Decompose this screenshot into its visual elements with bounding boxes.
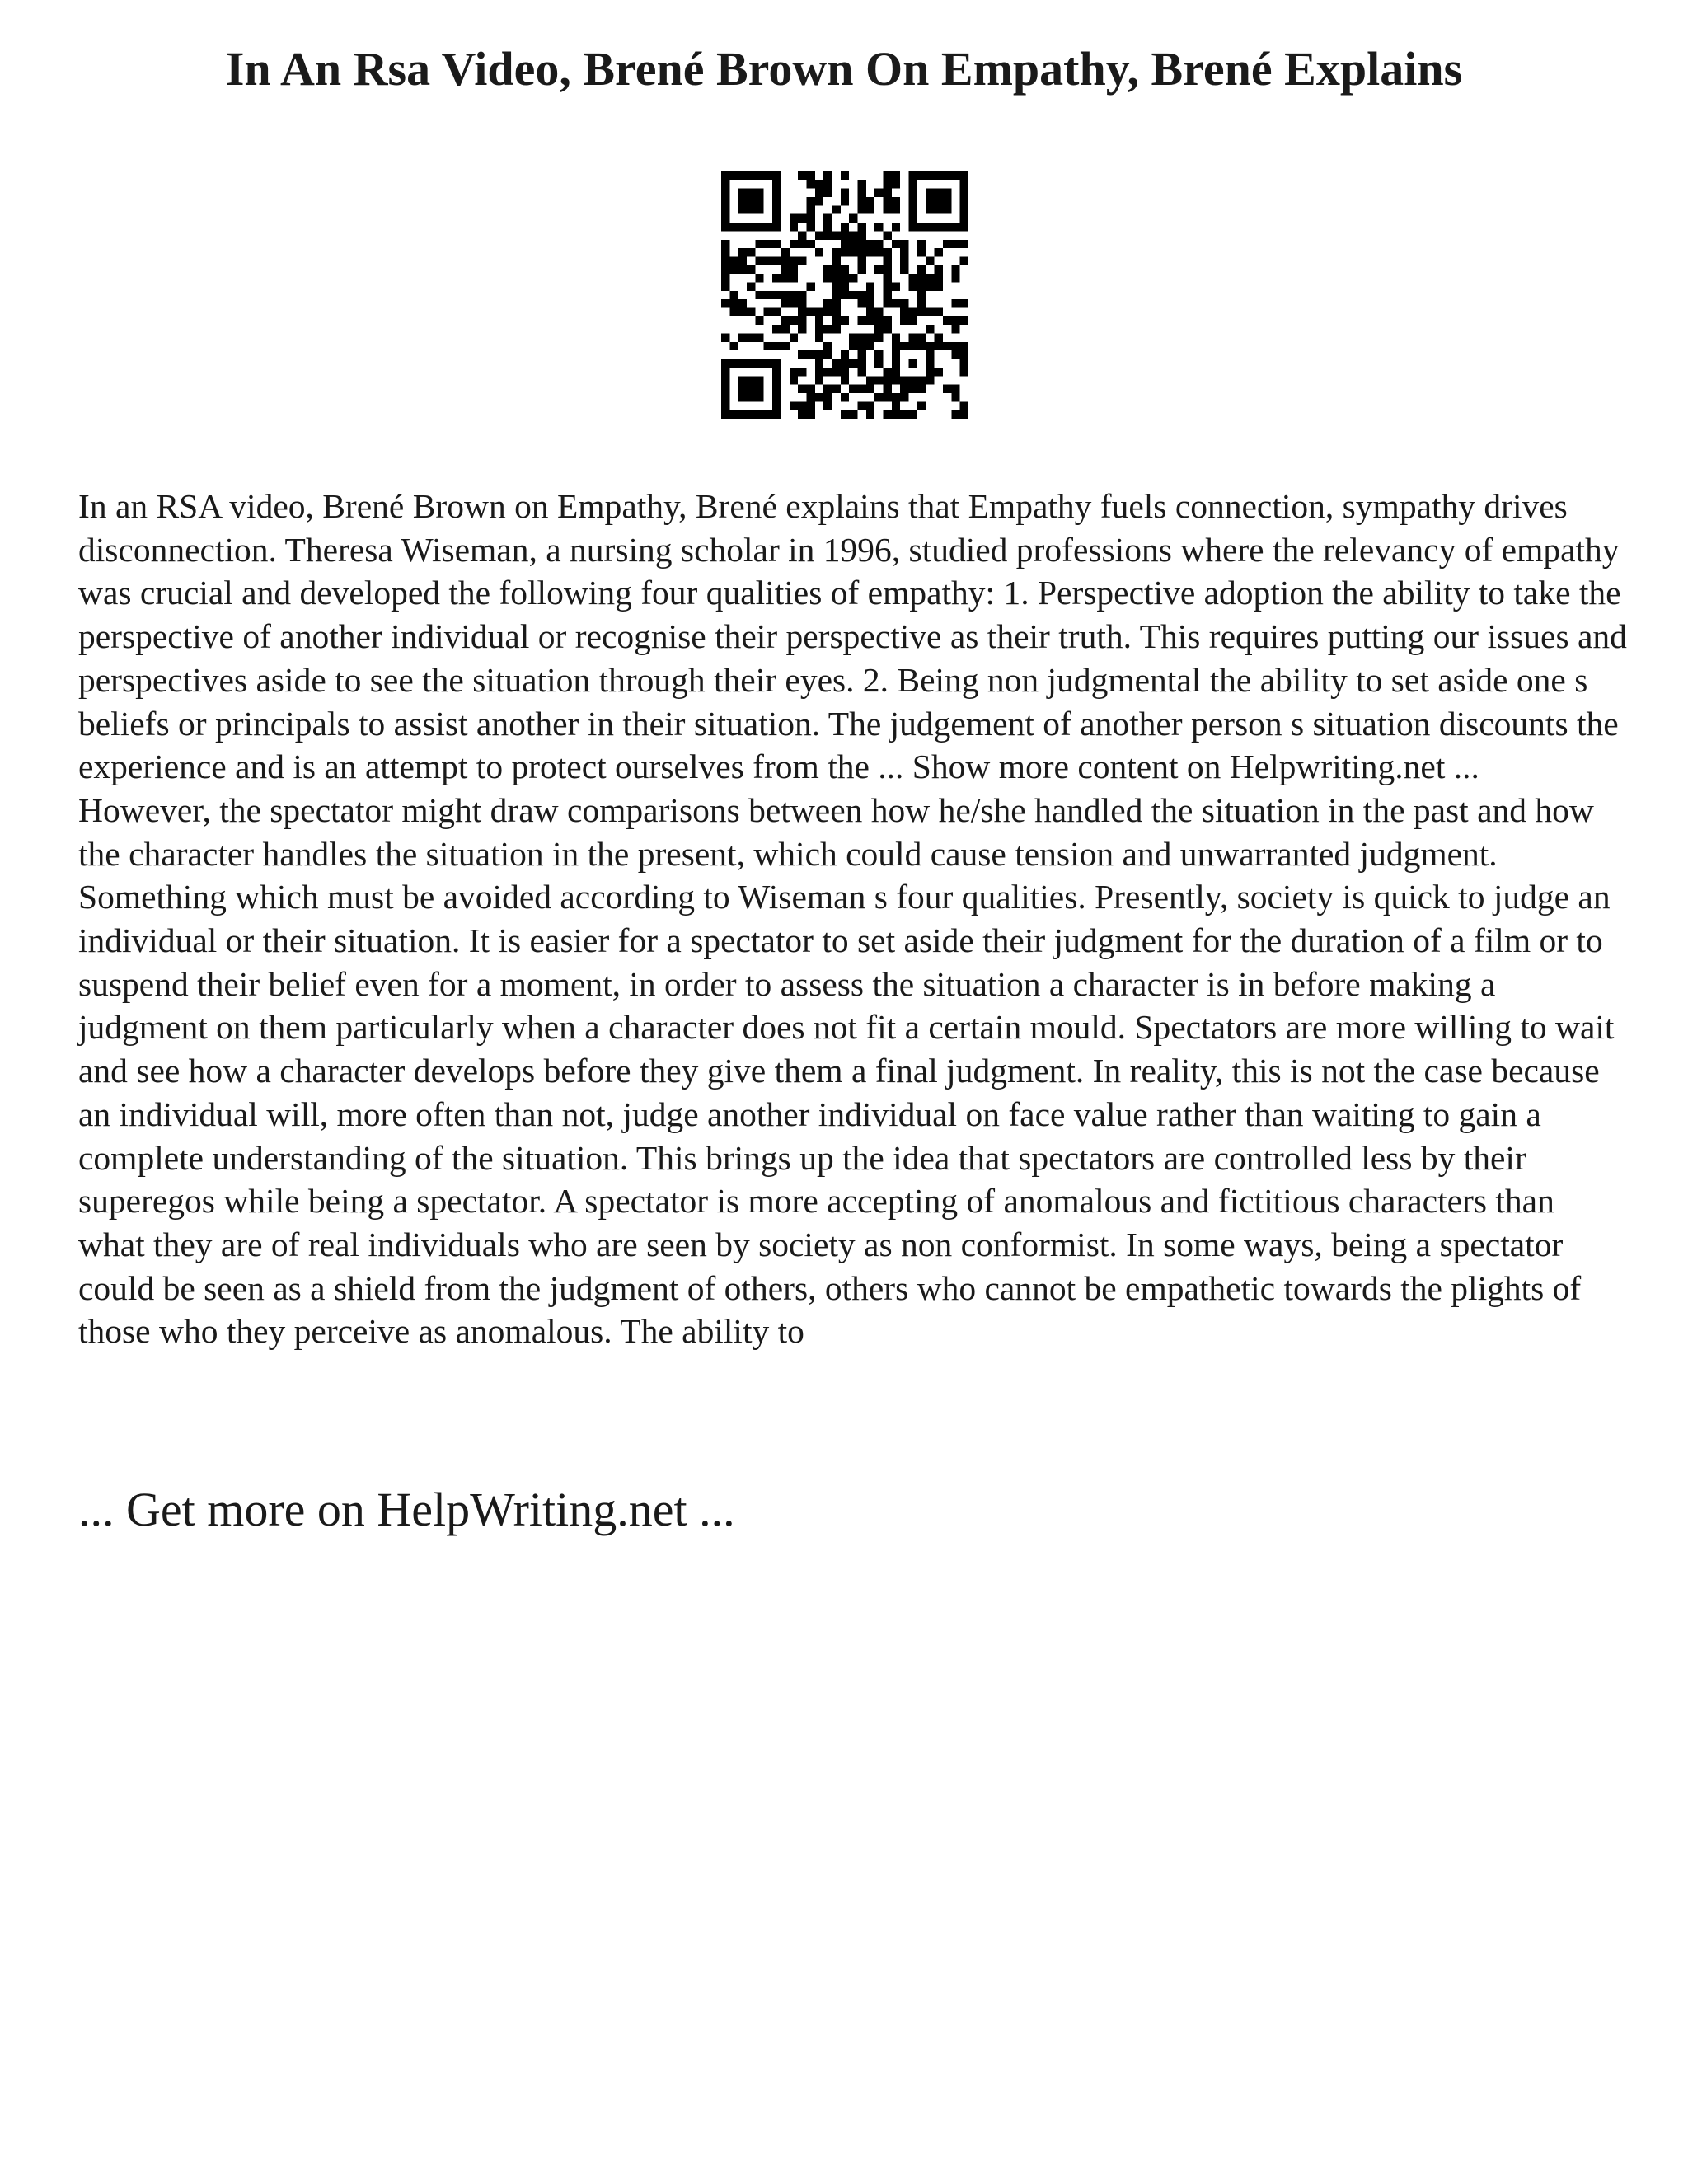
- qr-code-icon[interactable]: [721, 171, 968, 419]
- qr-code-graphic: [721, 171, 968, 419]
- document-title: In An Rsa Video, Brené Brown On Empathy, Brené Explains: [225, 42, 1463, 96]
- get-more-link[interactable]: ... Get more on HelpWriting.net ...: [78, 1483, 735, 1536]
- body-paragraph-2: However, the spectator might draw comparisons between how he/she handled the situation in the past and how the character handles the situation in the present, which could cause tension and unwarranted judgment. Something which must be avoided according to Wiseman s four qualities. Presently, society is quick to judge an individual or their situation. It is easier for a spectator to set aside their judgment for the duration of a film or to suspend their belief even for a moment, in order to assess the situation a character is in before making a judgment on them particularly when a character does not fit a certain mould. Spectators are more willing to wait and see how a character develops before they give them a final judgment. In reality, this is not the case because an individual will, more often than not, judge another individual on face value rather than waiting to gain a complete understanding of the situation. This brings up the idea that spectators are controlled less by their superegos while being a spectator. A spectator is more accepting of anomalous and fictitious characters than what they are of real individuals who are seen by society as non conformist. In some ways, being a spectator could be seen as a shield from the judgment of others, others who cannot be empathetic towards the plights of those who they perceive as anomalous. The ability to: [78, 790, 1615, 1351]
- document-body: [78, 485, 1628, 1353]
- body-paragraph-1: In an RSA video, Brené Brown on Empathy, Brené explains that Empathy fuels connection, sympathy drives disconnection. Theresa Wiseman, a nursing scholar in 1996, studied professions where the relevancy of empathy was crucial and developed the following four qualities of empathy: 1. Perspective adoption the ability to take the perspective of another individual or recognise their perspective as their truth. This requires putting our issues and perspectives aside to see the situation through their eyes. 2. Being non judgmental the ability to set aside one s beliefs or principals to assist another in their situation. The judgement of another person s situation discounts the experience and is an attempt to protect ourselves from the ... Show more content on Helpwriting.net ...: [78, 487, 1627, 786]
